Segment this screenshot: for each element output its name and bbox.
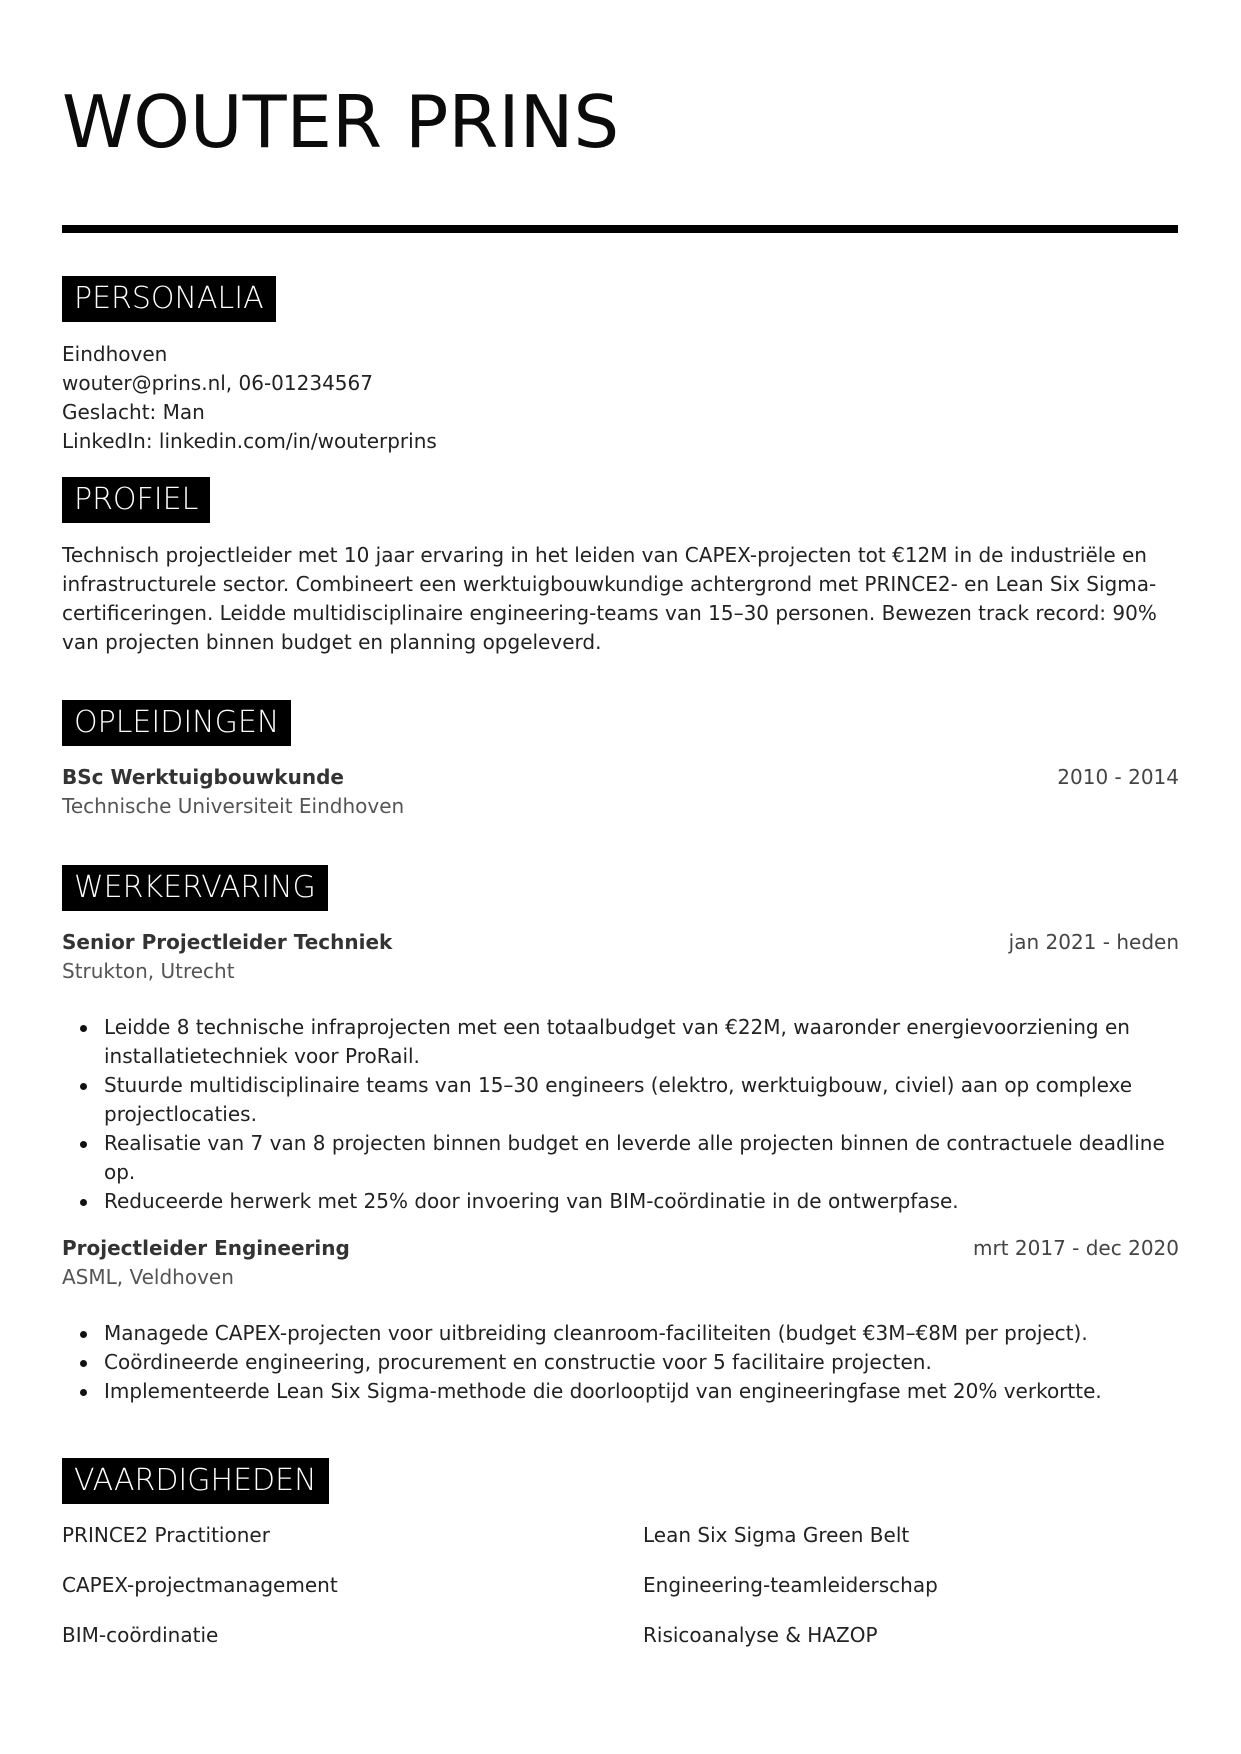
section-title-werkervaring: WERKERVARING [62, 865, 328, 911]
job-bullets [62, 1013, 1172, 1216]
job-period: mrt 2017 - dec 2020 [973, 1236, 1179, 1260]
education-school: Technische Universiteit Eindhoven [62, 794, 405, 818]
job-company: Strukton, Utrecht [62, 959, 235, 983]
skill-item: Engineering-teamleiderschap [643, 1573, 938, 1597]
skill-item: Lean Six Sigma Green Belt [643, 1523, 910, 1547]
job-bullets [62, 1319, 1172, 1406]
section-title-personalia: PERSONALIA [62, 276, 276, 322]
profile-text: Technisch projectleider met 10 jaar ervaring in het leiden van CAPEX-projecten tot €12M in de industriële en infrastructurele sector. Combineert een werktuigbouwkundige achtergrond met PRINCE2- en Lean Six Sigma-certificeringen. Leidde multidisciplinaire engineering-teams van 15–30 personen. Bewezen track record: 90% van projecten binnen budget en planning opgeleverd. [62, 543, 1157, 654]
list-item: Coördineerde engineering, procurement en constructie voor 5 facilitaire projecten. [104, 1348, 1172, 1377]
job-role: Projectleider Engineering [62, 1236, 350, 1260]
header-divider [62, 225, 1178, 233]
list-item: Stuurde multidisciplinaire teams van 15–30 engineers (elektro, werktuigbouw, civiel) aan op complexe projectlocaties. [104, 1071, 1172, 1129]
personalia-block [62, 340, 437, 456]
list-item: Managede CAPEX-projecten voor uitbreiding cleanroom-faciliteiten (budget €3M–€8M per project). [104, 1319, 1172, 1348]
section-title-vaardigheden: VAARDIGHEDEN [62, 1458, 329, 1504]
skill-item: CAPEX-projectmanagement [62, 1573, 338, 1597]
skill-item: PRINCE2 Practitioner [62, 1523, 270, 1547]
list-item: Realisatie van 7 van 8 projecten binnen budget en leverde alle projecten binnen de contractuele deadline op. [104, 1129, 1172, 1187]
personalia-gender: Geslacht: Man [62, 400, 205, 424]
job-role: Senior Projectleider Techniek [62, 930, 393, 954]
personalia-city: Eindhoven [62, 342, 168, 366]
personalia-linkedin: LinkedIn: linkedin.com/in/wouterprins [62, 429, 437, 453]
education-period: 2010 - 2014 [1057, 765, 1179, 789]
list-item: Implementeerde Lean Six Sigma-methode die doorlooptijd van engineeringfase met 20% verkortte. [104, 1377, 1172, 1406]
section-title-opleidingen: OPLEIDINGEN [62, 700, 291, 746]
personalia-contact: wouter@prins.nl, 06-01234567 [62, 371, 373, 395]
list-item: Reduceerde herwerk met 25% door invoering van BIM-coördinatie in de ontwerpfase. [104, 1187, 1172, 1216]
job-period: jan 2021 - heden [1008, 930, 1179, 954]
skill-item: BIM-coördinatie [62, 1623, 219, 1647]
section-title-profiel: PROFIEL [62, 477, 210, 523]
education-degree: BSc Werktuigbouwkunde [62, 765, 344, 789]
candidate-name: WOUTER PRINS [62, 80, 620, 164]
job-company: ASML, Veldhoven [62, 1265, 234, 1289]
skill-item: Risicoanalyse & HAZOP [643, 1623, 878, 1647]
list-item: Leidde 8 technische infraprojecten met een totaalbudget van €22M, waaronder energievoorziening en installatietechniek voor ProRail. [104, 1013, 1172, 1071]
